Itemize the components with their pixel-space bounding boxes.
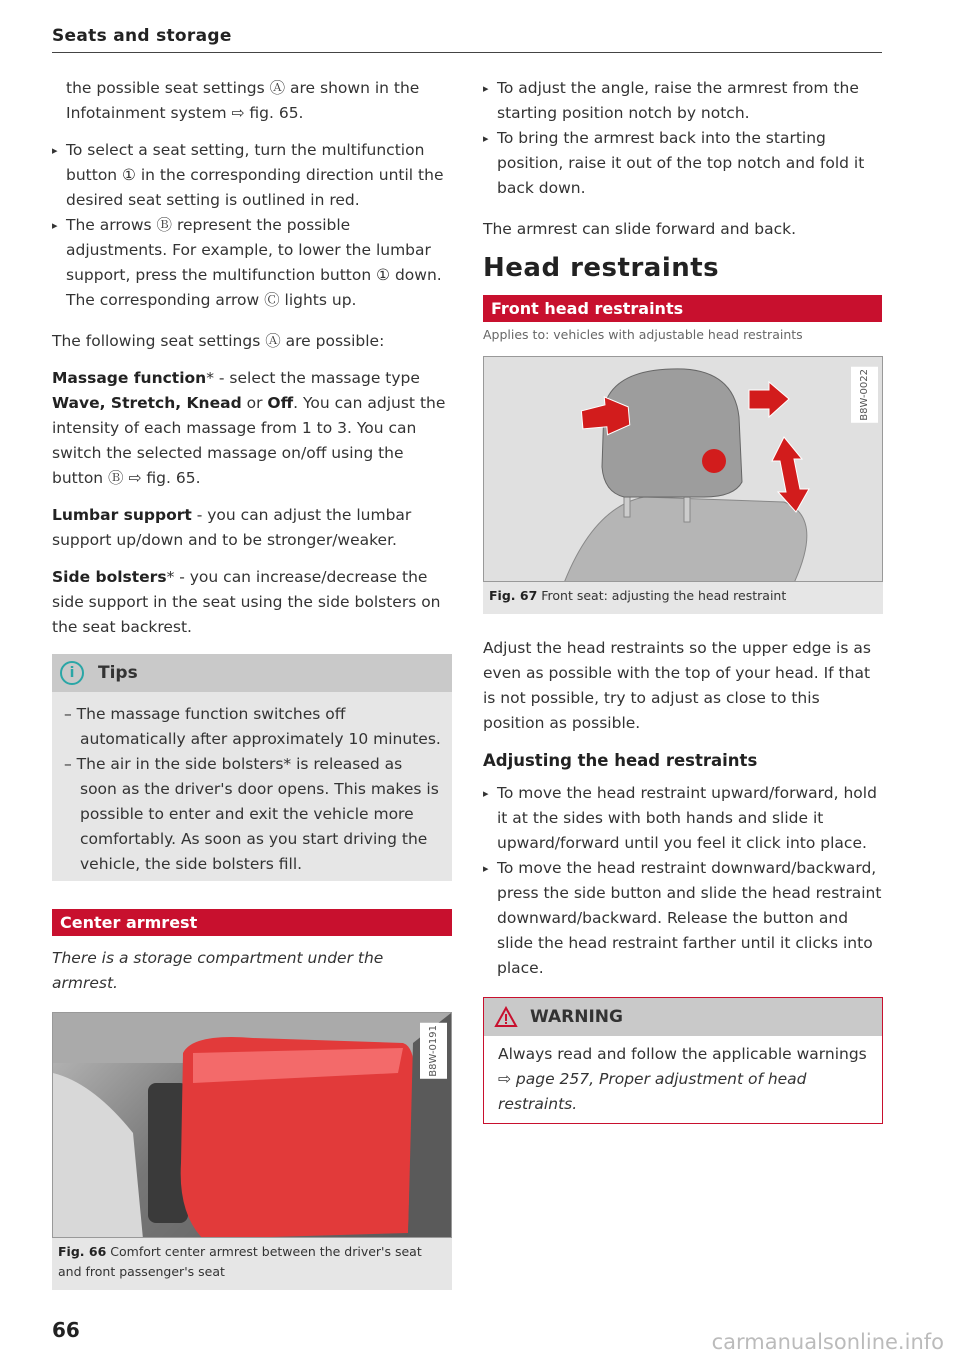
paragraph: The following seat settings Ⓐ are possible: xyxy=(52,332,385,350)
warning-reference-link[interactable]: page 257, Proper adjustment of head restraints. xyxy=(498,1070,807,1113)
heading: Head restraints xyxy=(483,253,720,283)
warning-title: WARNING xyxy=(530,1006,623,1027)
tip-item: – The massage function switches off automatically after approximately 10 minutes. xyxy=(64,705,441,748)
bullet-text: ▸ To move the head restraint downward/backward, press the side button and slide the head restraint downward/backward. Release the button and slide the head restraint farther until it clicks into place. xyxy=(497,859,882,977)
figure-66 xyxy=(52,1012,452,1290)
section-header: Seats and storage xyxy=(52,26,232,46)
info-icon: i xyxy=(60,661,84,685)
bullet-text: ▸ To select a seat setting, turn the multifunction button ① in the corresponding direction until the desired seat setting is outlined in red. xyxy=(66,141,444,209)
bullet-text: ▸ The arrows Ⓑ represent the possible adjustments. For example, to lower the lumbar support, press the multifunction button ① down. The corresponding arrow Ⓒ lights up. xyxy=(66,216,442,309)
bullet-item xyxy=(483,126,883,201)
figure-67 xyxy=(483,356,883,614)
tip-item: – The air in the side bolsters* is released as soon as the driver's door opens. This makes is possible to enter and exit the vehicle more comfortably. As soon as you start driving the vehicle, the side bolsters fill. xyxy=(64,755,439,873)
caption-text: Comfort center armrest between the driver's seat and front passenger's seat xyxy=(58,1244,422,1279)
head-restraint-image xyxy=(483,356,883,582)
warning-header xyxy=(484,998,882,1036)
figure-code: B8W-0191 xyxy=(420,1023,447,1079)
term: Side bolsters xyxy=(52,568,167,586)
bullet-item xyxy=(483,76,883,126)
warning-text-part: Always read and follow the applicable warnings ⇨ xyxy=(498,1045,867,1088)
paragraph: the possible seat settings Ⓐ are shown in the Infotainment system ⇨ fig. 65. xyxy=(66,79,420,122)
warning-triangle-icon xyxy=(494,1006,518,1028)
armrest-illustration xyxy=(53,1013,451,1238)
text: or xyxy=(241,394,268,412)
term: Off xyxy=(267,394,294,412)
massage-paragraph xyxy=(52,366,452,491)
tips-title: Tips xyxy=(98,662,138,683)
figure-caption xyxy=(52,1238,452,1286)
paragraph: Adjust the head restraints so the upper edge is as even as possible with the top of your head. If that is not possible, try to adjust as close to this position as possible. xyxy=(483,639,871,732)
term: Lumbar support xyxy=(52,506,192,524)
bullet-text: ▸ To bring the armrest back into the starting position, raise it out of the top notch and fold it back down. xyxy=(497,129,865,197)
applies-to: Applies to: vehicles with adjustable head restraints xyxy=(483,327,803,342)
section-bar: Front head restraints xyxy=(483,295,882,322)
caption-text: Front seat: adjusting the head restraint xyxy=(541,588,787,603)
bullet-text: ▸ To move the head restraint upward/forward, hold it at the sides with both hands and slide it upward/forward until you feel it click into place. xyxy=(497,784,877,852)
bullet-item xyxy=(483,781,883,856)
figure-code: B8W-0022 xyxy=(851,367,878,423)
tips-header xyxy=(52,654,452,692)
page-number: 66 xyxy=(52,1318,80,1342)
header-rule xyxy=(52,52,882,53)
term: Massage function xyxy=(52,369,207,387)
text: * - you can increase/decrease the side support in the seat using the side bolsters on the seat backrest. xyxy=(52,568,441,636)
bullet-item xyxy=(52,213,452,313)
text: - you can adjust the lumbar support up/down and to be stronger/weaker. xyxy=(52,506,412,549)
text: * - select the massage type xyxy=(206,369,420,387)
intro-text: There is a storage compartment under the armrest. xyxy=(52,949,384,992)
right-column xyxy=(483,76,883,1124)
left-column xyxy=(52,76,452,1290)
bullet-item xyxy=(483,856,883,981)
figure-label: Fig. 66 xyxy=(58,1244,107,1259)
section-bar: Center armrest xyxy=(52,909,452,936)
paragraph: The armrest can slide forward and back. xyxy=(483,220,797,238)
bullet-item xyxy=(52,138,452,213)
side-paragraph xyxy=(52,565,452,640)
term: Wave, Stretch, Knead xyxy=(52,394,242,412)
subheading: Adjusting the head restraints xyxy=(483,751,758,770)
figure-caption xyxy=(483,582,883,610)
bullet-text: ▸ To adjust the angle, raise the armrest from the starting position notch by notch. xyxy=(497,79,859,122)
warning-box xyxy=(483,997,883,1124)
armrest-image xyxy=(52,1012,452,1238)
warning-text xyxy=(484,1036,882,1123)
text: . You can adjust the intensity of each massage from 1 to 3. You can switch the selected massage on/off using the button Ⓑ ⇨ fig. 65. xyxy=(52,394,446,487)
tips-box xyxy=(52,654,452,881)
watermark: carmanualsonline.info xyxy=(711,1330,944,1354)
figure-label: Fig. 67 xyxy=(489,588,538,603)
head-restraint-illustration xyxy=(484,357,882,582)
lumbar-paragraph xyxy=(52,503,452,553)
